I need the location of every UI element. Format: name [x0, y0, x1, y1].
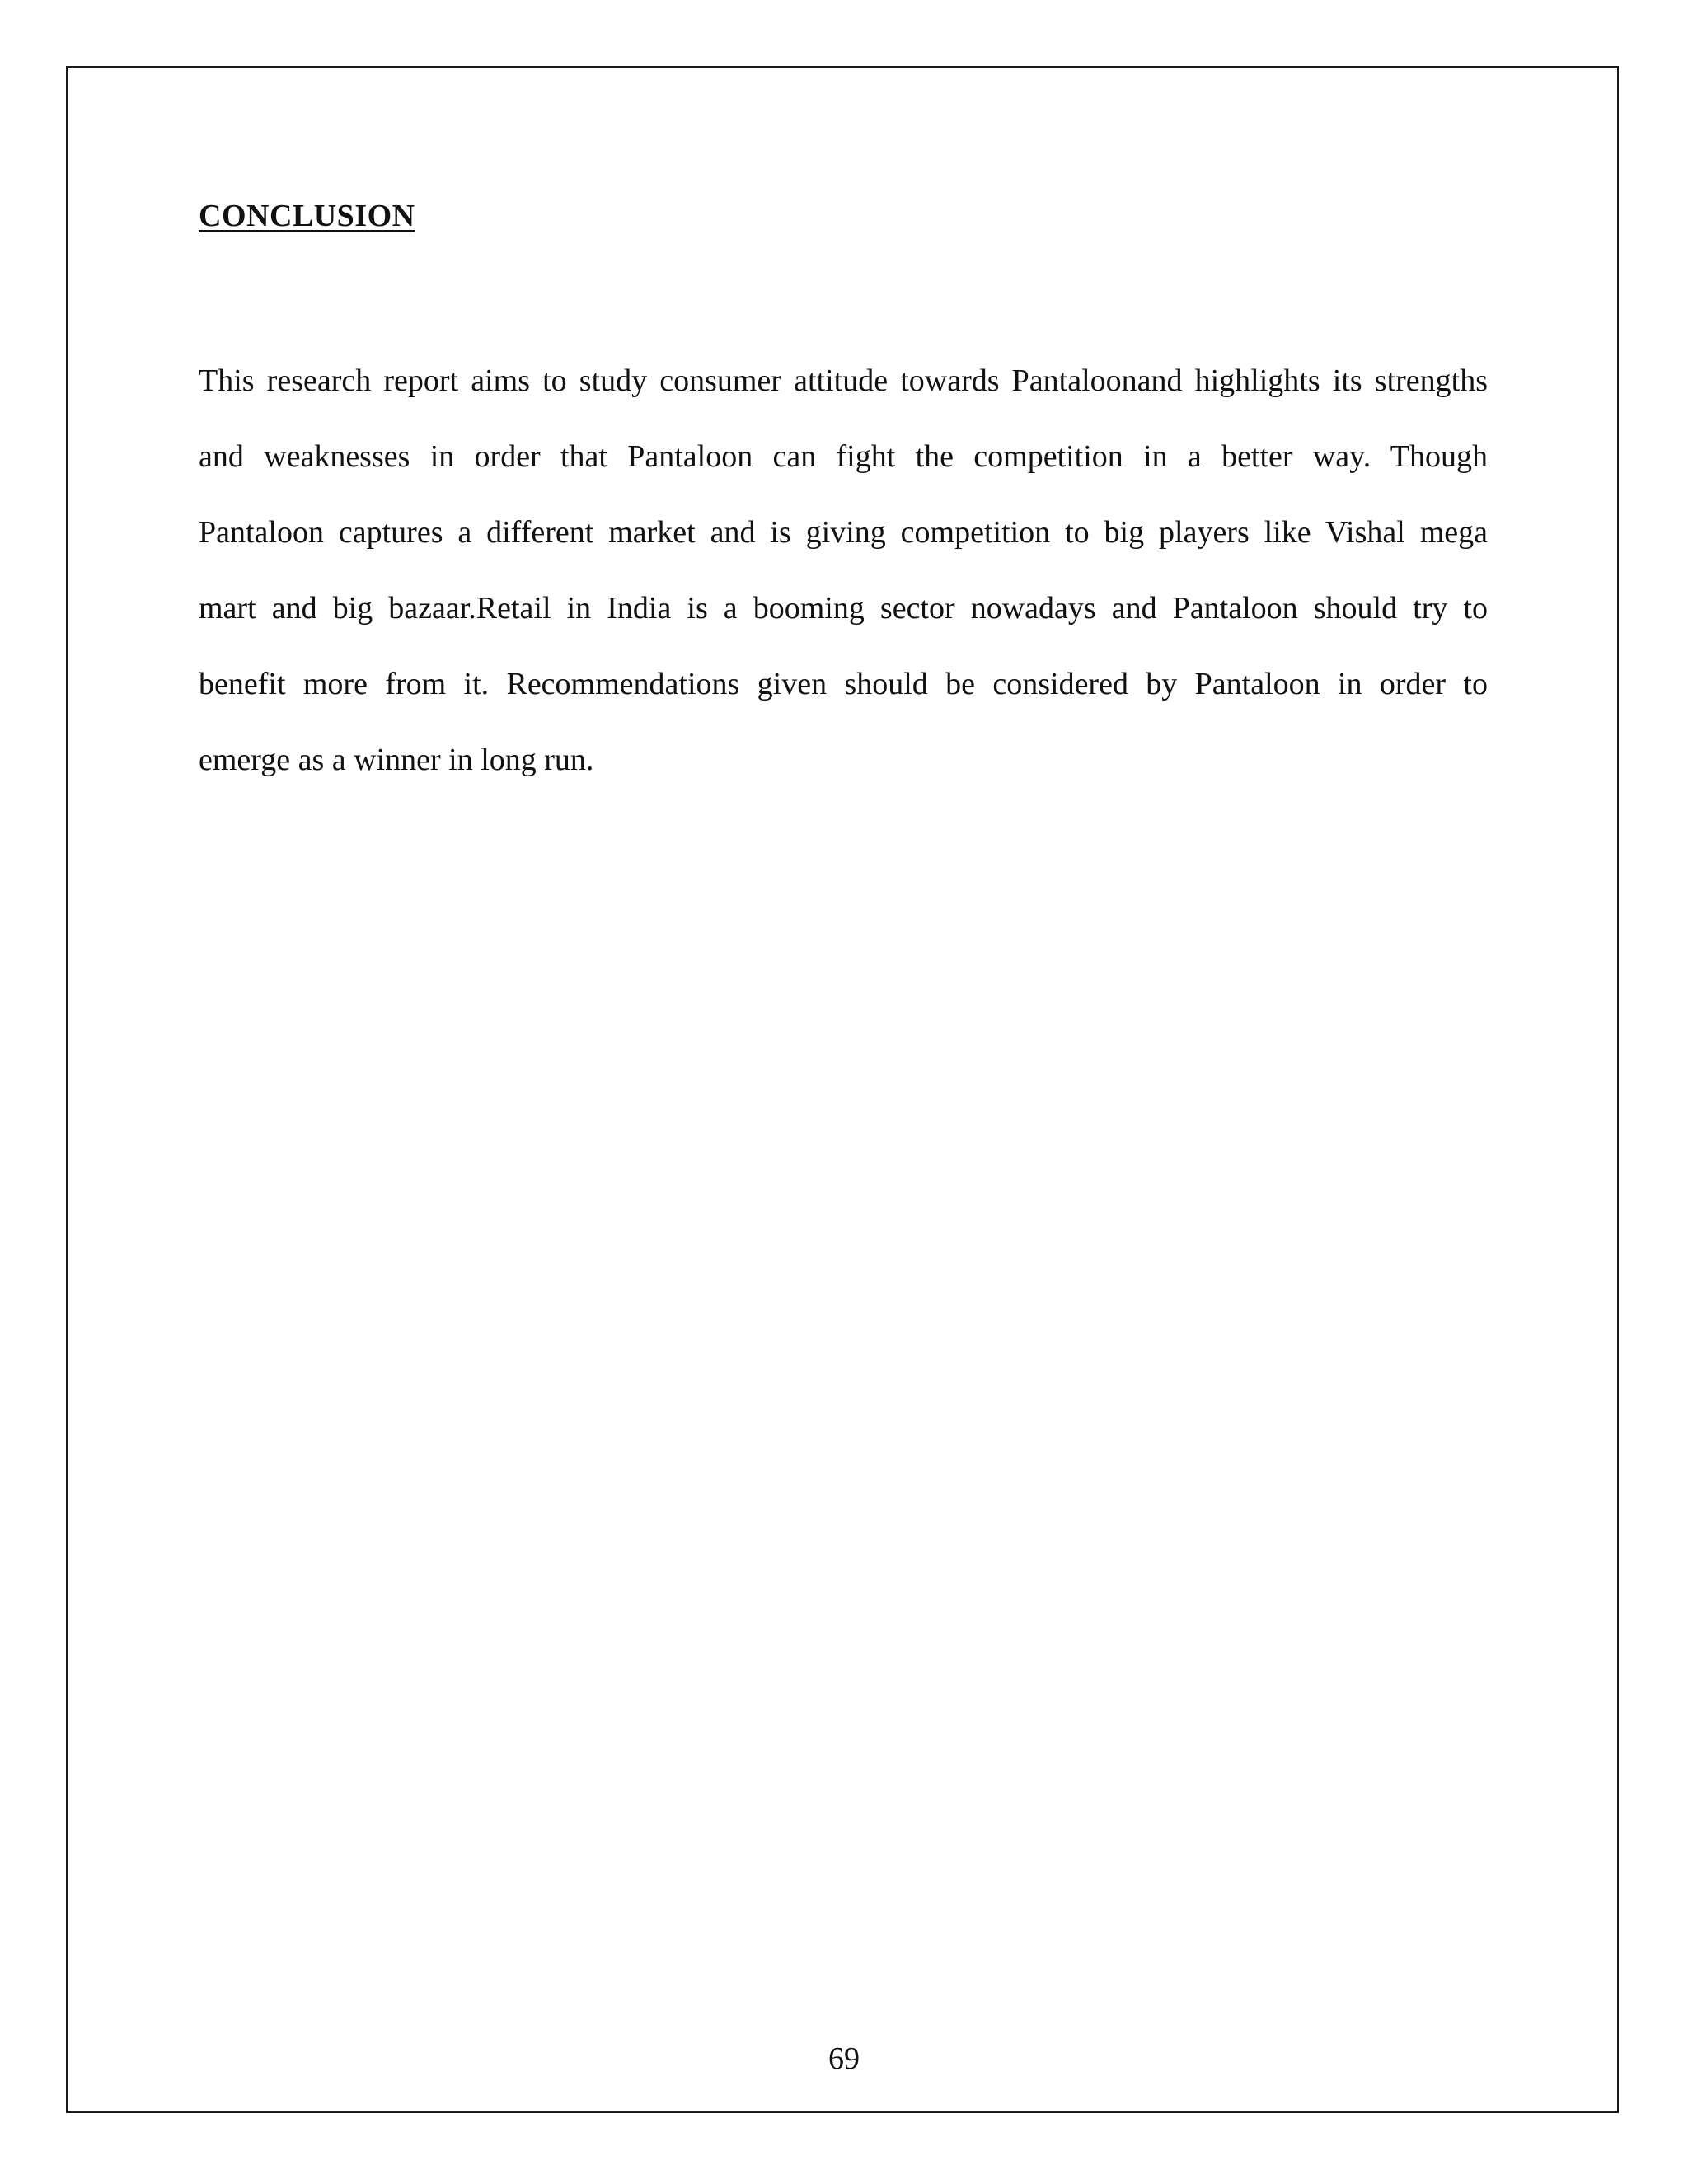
page-number: 69	[828, 2041, 860, 2076]
paragraph-line: and weaknesses in order that Pantaloon can fight the competition in a better way. Though	[199, 439, 1488, 474]
paragraph-line: Pantaloon captures a different market and is giving competition to big players like Vishal mega	[199, 515, 1488, 550]
paragraph-line: benefit more from it. Recommendations given should be considered by Pantaloon in order to	[199, 667, 1488, 701]
conclusion-paragraph	[199, 343, 1488, 798]
paragraph-line: mart and big bazaar.Retail in India is a booming sector nowadays and Pantaloon should try to	[199, 591, 1488, 626]
paragraph-line: emerge as a winner in long run.	[199, 743, 594, 777]
page-title: CONCLUSION	[199, 199, 415, 233]
paragraph-line: This research report aims to study consumer attitude towards Pantaloonand highlights its strengths	[199, 363, 1488, 398]
